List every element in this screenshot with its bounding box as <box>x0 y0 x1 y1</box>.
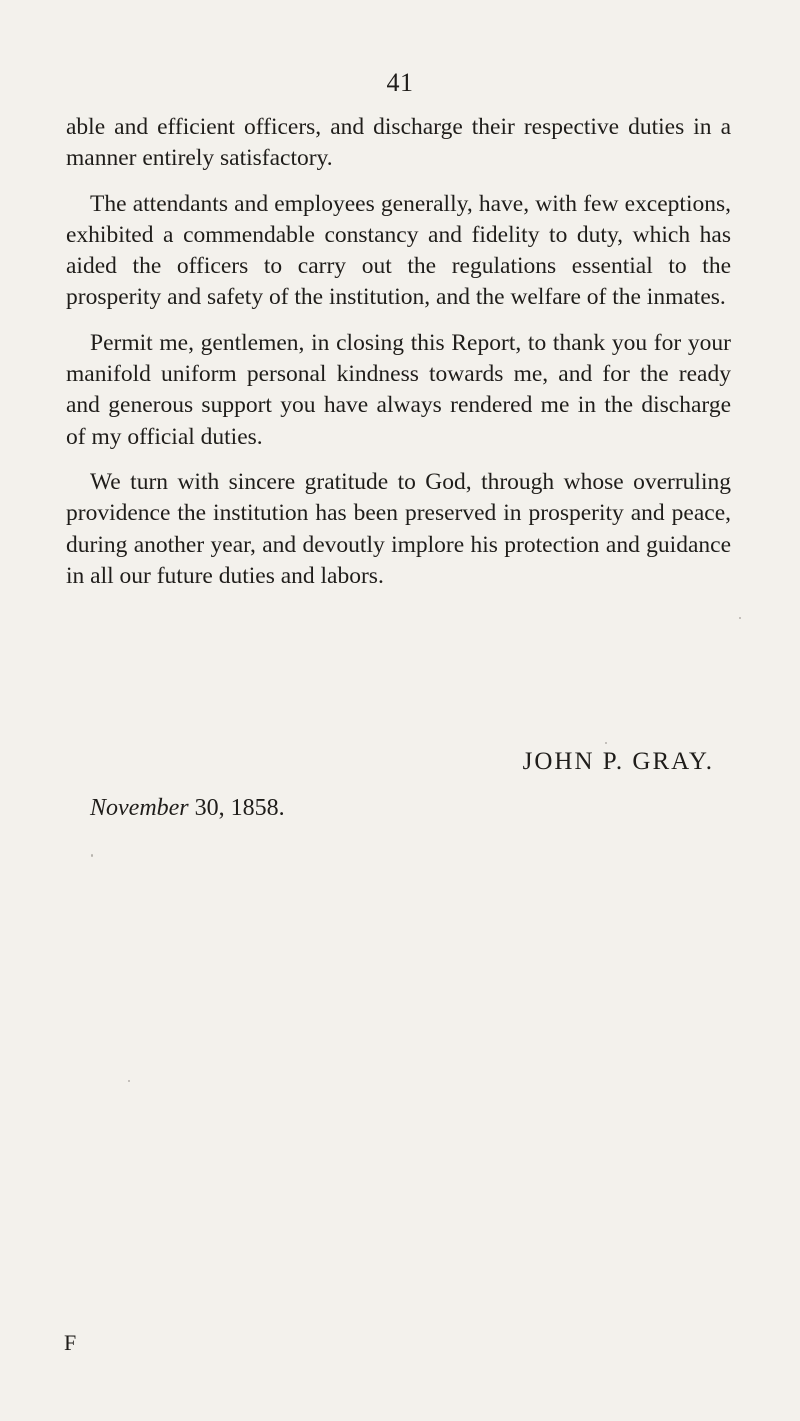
paper-speck <box>91 854 93 857</box>
report-date <box>90 793 285 823</box>
paragraph-gratitude: We turn with sincere gratitude to God, through whose overruling providence the institution has been preserved in prosperity and peace, during another year, and devoutly implore his protection and guidance in all our future duties and labors. <box>66 468 731 589</box>
signature-name: JOHN P. GRAY. <box>522 748 714 775</box>
paragraph-attendants: The attendants and employees generally, have, with few exceptions, exhibited a commendable constancy and fidelity to duty, which has aided the officers to carry out the regulations essential to the prosperity and safety of the institution, and the welfare of the inmates. <box>66 190 731 311</box>
paper-speck <box>128 1080 130 1082</box>
paragraph-thanks: Permit me, gentlemen, in closing this Report, to thank you for your manifold uniform personal kindness towards me, and for the ready and generous support you have always rendered me in the discharge of my official duties. <box>66 329 731 450</box>
paragraph-continuation: able and efficient officers, and discharge their respective duties in a manner entirely satisfactory. <box>66 114 731 172</box>
report-body <box>66 112 731 606</box>
printer-signature-mark: F <box>64 1330 77 1355</box>
paper-speck <box>605 742 607 744</box>
date-month: November <box>90 795 189 821</box>
page-number: 41 <box>386 68 414 97</box>
paper-speck <box>739 617 741 619</box>
date-day-year: 30, 1858. <box>188 795 285 821</box>
